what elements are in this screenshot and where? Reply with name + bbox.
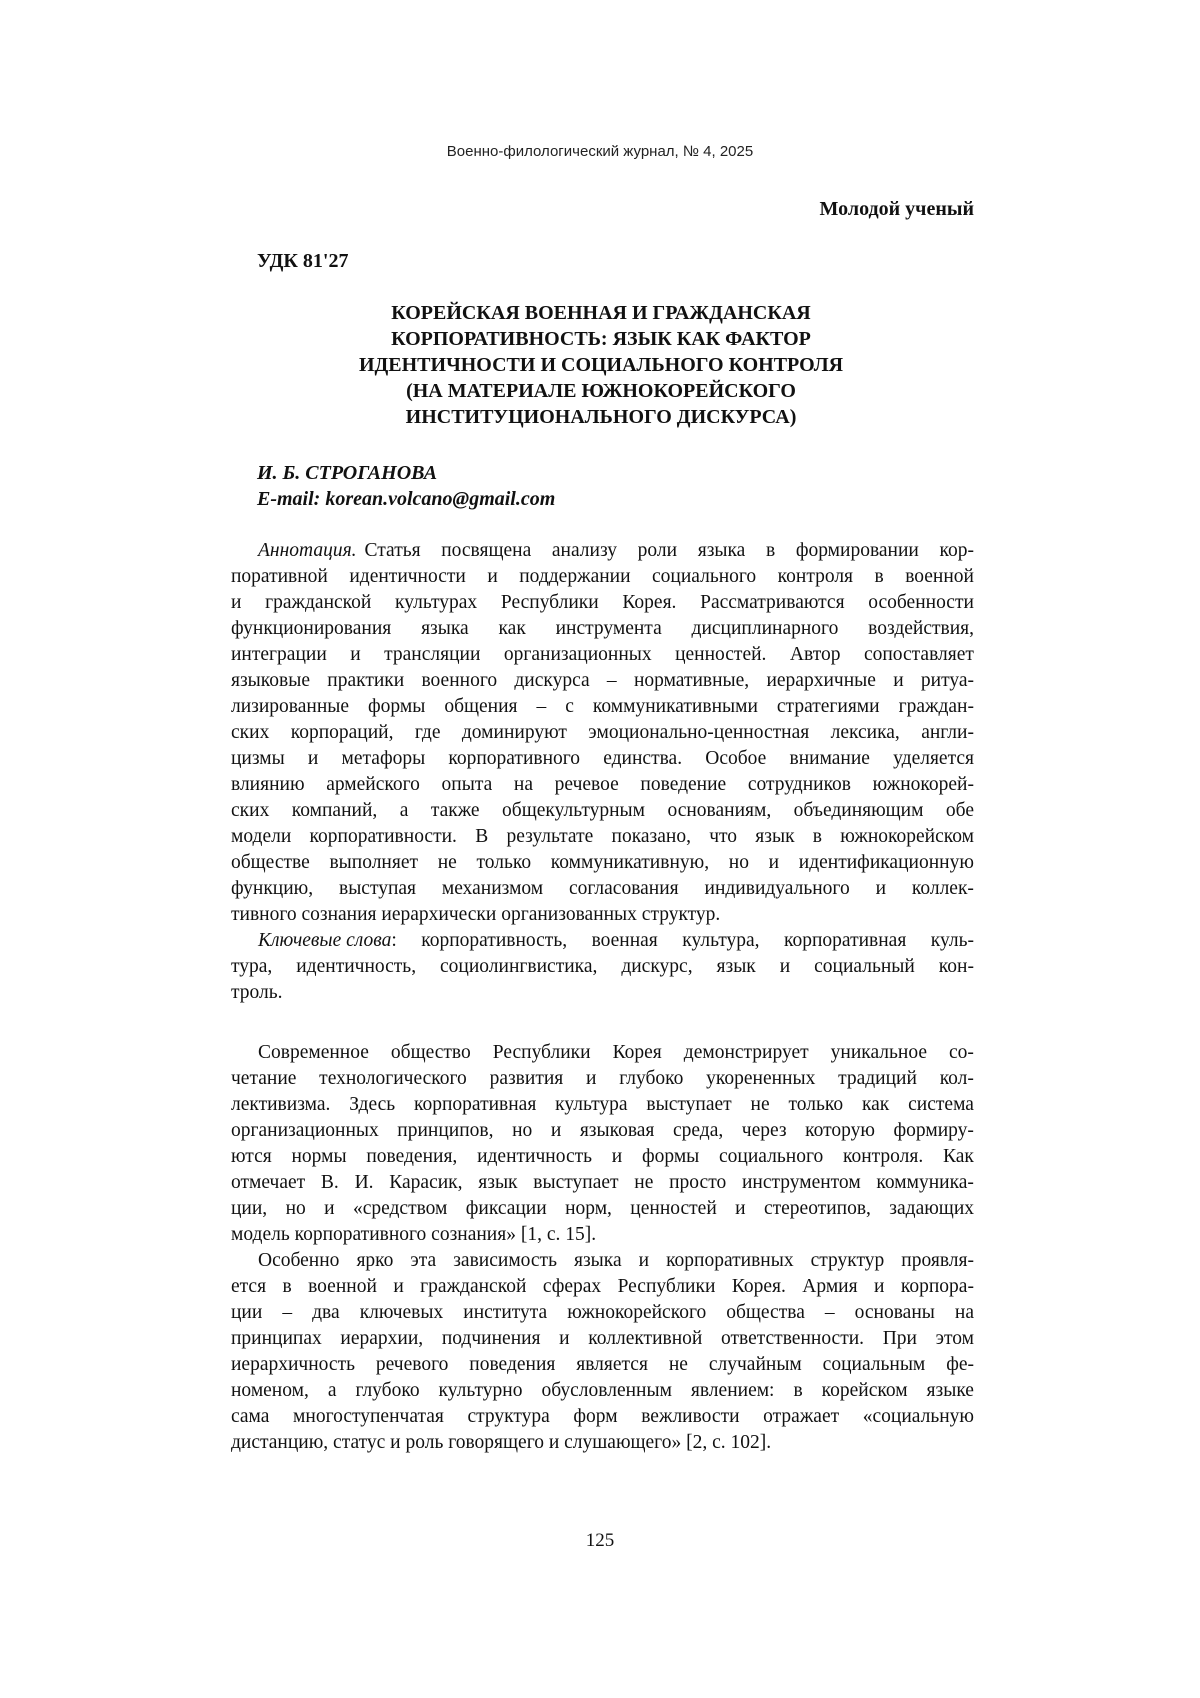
word: но <box>512 1120 533 1141</box>
word: ции, <box>231 1198 268 1219</box>
word: языка <box>421 618 469 639</box>
word: явлением: <box>690 1380 775 1401</box>
udc-code: УДК 81'27 <box>257 250 349 272</box>
word: языковые <box>231 670 310 691</box>
word: : <box>391 930 397 951</box>
word: – <box>282 1302 293 1323</box>
abstract-line <box>231 538 974 564</box>
section-label: Молодой ученый <box>819 198 974 220</box>
word: и <box>559 1328 570 1349</box>
word: опыта <box>441 774 493 795</box>
word: в <box>793 1380 803 1401</box>
word: дискурса <box>514 670 590 691</box>
word: выступая <box>338 878 417 899</box>
word: Автор <box>789 644 841 665</box>
word: нормативные, <box>633 670 750 691</box>
word: обусловленным <box>541 1380 672 1401</box>
word: отражает <box>763 1406 840 1427</box>
word: контроля. <box>842 1146 924 1167</box>
word: демонстрирует <box>683 1042 809 1063</box>
abstract-line <box>231 824 974 850</box>
author-name: И. Б. СТРОГАНОВА <box>257 462 438 484</box>
main-text <box>231 1040 974 1456</box>
word: технологического <box>319 1068 467 1089</box>
word: стереотипов, <box>763 1198 871 1219</box>
word: а <box>327 1380 337 1401</box>
word: внимание <box>789 748 870 769</box>
word: Республики <box>492 1042 591 1063</box>
word: и <box>893 670 904 691</box>
word: принципах <box>231 1328 322 1349</box>
word: инструмента <box>555 618 662 639</box>
word: посвящена <box>441 540 532 561</box>
word: компаний, <box>291 800 378 821</box>
word: общекультурным <box>502 800 646 821</box>
word: и <box>393 1276 404 1297</box>
word: зависимость <box>453 1250 557 1271</box>
abstract-line <box>231 564 974 590</box>
word: корпораций, <box>290 722 394 743</box>
word: иерархии, <box>340 1328 424 1349</box>
word: и <box>231 592 242 613</box>
word: и <box>638 1250 650 1271</box>
word: в <box>812 826 823 847</box>
word: согласования <box>569 878 679 899</box>
word: корпоративных <box>666 1250 794 1271</box>
paragraph-line <box>231 1248 974 1274</box>
word: кон- <box>938 956 974 977</box>
word: Карасик, <box>389 1172 463 1193</box>
word: в <box>765 540 776 561</box>
word: и <box>550 1120 562 1141</box>
word: И. <box>354 1172 374 1193</box>
word: цизмы <box>231 748 285 769</box>
keywords-line <box>231 928 974 954</box>
word: сама <box>231 1406 270 1427</box>
word: поративной <box>231 566 328 587</box>
word: корпоративного <box>448 748 581 769</box>
paragraph-line <box>231 1092 974 1118</box>
word: военной <box>308 1276 377 1297</box>
word: кол- <box>939 1068 974 1089</box>
word: организационных <box>503 644 652 665</box>
word: со- <box>949 1042 974 1063</box>
word: обе <box>945 800 974 821</box>
word: корпора- <box>900 1276 974 1297</box>
word: подчинения <box>441 1328 541 1349</box>
word: проявля- <box>901 1250 974 1271</box>
word: иерархичность <box>231 1354 355 1375</box>
word: дискурс, <box>621 956 693 977</box>
word: является <box>576 1354 648 1375</box>
word: ценностей <box>630 1198 717 1219</box>
word: не <box>668 1354 688 1375</box>
word: фиксации <box>465 1198 547 1219</box>
word: «социальную <box>862 1406 974 1427</box>
word: два <box>312 1302 340 1323</box>
word: роли <box>637 540 678 561</box>
word: не <box>634 1172 654 1193</box>
word: и <box>874 1276 885 1297</box>
word: кор- <box>939 540 974 561</box>
word: В. <box>320 1172 339 1193</box>
paragraph-line <box>231 1196 974 1222</box>
word: языковая <box>579 1120 655 1141</box>
paragraph-line <box>231 1066 974 1092</box>
word: сферах <box>542 1276 602 1297</box>
word: форм <box>573 1406 618 1427</box>
word: механизмом <box>441 878 544 899</box>
word: армейского <box>326 774 420 795</box>
word: культурно <box>438 1380 523 1401</box>
word: метафоры <box>341 748 426 769</box>
word: структура <box>467 1406 550 1427</box>
abstract-line <box>231 668 974 694</box>
word: укорененных <box>706 1068 816 1089</box>
word: и <box>735 1198 746 1219</box>
author-email: E-mail: korean.volcano@gmail.com <box>257 488 556 510</box>
paragraph-line <box>231 1352 974 1378</box>
word: и <box>779 956 791 977</box>
word: ских <box>231 722 270 743</box>
word: которую <box>805 1120 875 1141</box>
paragraph-line <box>231 1170 974 1196</box>
word: и <box>307 748 319 769</box>
word: поведения <box>469 1354 556 1375</box>
word: общество <box>390 1042 471 1063</box>
word: стратегиями <box>776 696 880 717</box>
title-line: ИДЕНТИЧНОСТИ И СОЦИАЛЬНОГО КОНТРОЛЯ <box>358 354 844 376</box>
word: – <box>824 1302 835 1323</box>
word: сопоставляет <box>863 644 974 665</box>
word: ских <box>231 800 270 821</box>
word: выполняет <box>329 852 419 873</box>
abstract-label: Аннотация. <box>258 540 357 561</box>
word: лексика, <box>830 722 900 743</box>
word: южнокорей- <box>872 774 974 795</box>
word: коммуникативную, <box>550 852 710 873</box>
word: язык <box>478 1172 518 1193</box>
paragraph-line <box>231 1404 974 1430</box>
word: общения <box>444 696 518 717</box>
word: Особенно <box>258 1250 340 1271</box>
keywords-line <box>231 954 974 980</box>
word: не <box>437 852 457 873</box>
word: многоступенчатая <box>293 1406 444 1427</box>
word: корпоративности. <box>309 826 457 847</box>
word: При <box>882 1328 917 1349</box>
word: также <box>430 800 480 821</box>
word: Особое <box>705 748 767 769</box>
word: четание <box>231 1068 297 1089</box>
word: дисциплинарного <box>691 618 839 639</box>
word: – <box>536 696 547 717</box>
word: анализу <box>551 540 618 561</box>
word: культурах <box>395 592 478 613</box>
word: языка <box>574 1250 622 1271</box>
abstract-line <box>231 772 974 798</box>
word: воздействия, <box>868 618 974 639</box>
word: система <box>908 1094 974 1115</box>
word: как <box>498 618 526 639</box>
word: социального <box>652 566 757 587</box>
word: и <box>586 1068 597 1089</box>
paragraph-line <box>231 1274 974 1300</box>
word: язык <box>716 956 756 977</box>
word: англи- <box>921 722 974 743</box>
word: структур <box>810 1250 885 1271</box>
word: речевое <box>554 774 619 795</box>
paragraph-line <box>231 1300 974 1326</box>
word: и <box>324 1198 335 1219</box>
abstract-line <box>231 850 974 876</box>
keywords-label: Ключевые слова <box>258 930 392 951</box>
word: принципов, <box>397 1120 494 1141</box>
word: общества <box>726 1302 805 1323</box>
word: военной <box>905 566 974 587</box>
word: среда, <box>672 1120 724 1141</box>
word: социолингвистика, <box>440 956 598 977</box>
word: организационных <box>231 1120 379 1141</box>
word: Корея. <box>622 592 677 613</box>
abstract-first-line <box>365 538 974 564</box>
word: инструментом <box>741 1172 861 1193</box>
word: Как <box>943 1146 974 1167</box>
word: практики <box>327 670 405 691</box>
word: военного <box>421 670 498 691</box>
word: контроля <box>777 566 854 587</box>
word: речевого <box>375 1354 449 1375</box>
word: культура, <box>682 930 760 951</box>
word: лективизма. <box>231 1094 331 1115</box>
word: формиру- <box>893 1120 974 1141</box>
word: глубоко <box>619 1068 684 1089</box>
abstract-line <box>231 616 974 642</box>
word: тура, <box>231 956 273 977</box>
word: поведение <box>640 774 727 795</box>
word: в <box>282 1276 292 1297</box>
word: и <box>875 878 886 899</box>
word: как <box>861 1094 890 1115</box>
word: ется <box>231 1276 267 1297</box>
word: Рассматриваются <box>700 592 845 613</box>
word: случайным <box>708 1354 802 1375</box>
word: язык <box>755 826 795 847</box>
word: южнокорейского <box>567 1302 707 1323</box>
word: глубоко <box>355 1380 420 1401</box>
word: ции <box>231 1302 263 1323</box>
word: культура <box>555 1094 628 1115</box>
word: Республики <box>617 1276 716 1297</box>
author-block <box>257 460 555 512</box>
word: корейском <box>821 1380 908 1401</box>
word: уделяется <box>893 748 974 769</box>
paragraph-line <box>231 1040 974 1066</box>
abstract-line <box>231 720 974 746</box>
paragraph-line <box>231 1326 974 1352</box>
paragraph-line <box>231 1144 974 1170</box>
article-title <box>255 300 947 430</box>
word: развития <box>489 1068 564 1089</box>
word: южнокорейском <box>840 826 974 847</box>
word: военная <box>591 930 658 951</box>
word: гражданской <box>420 1276 527 1297</box>
word: формы <box>368 696 426 717</box>
word: коллек- <box>911 878 974 899</box>
word: формы <box>641 1146 700 1167</box>
abstract-line: тивного сознания иерархически организованных структур. <box>231 904 721 925</box>
word: языке <box>926 1380 974 1401</box>
word: на <box>954 1302 974 1323</box>
word: основаниям, <box>667 800 772 821</box>
word: ценностей. <box>675 644 767 665</box>
word: идентификационную <box>798 852 974 873</box>
keywords-line: троль. <box>231 982 283 1003</box>
word: эмоционально-ценностная <box>588 722 810 743</box>
word: и <box>487 566 498 587</box>
word: Корея. <box>731 1276 786 1297</box>
word: где <box>414 722 441 743</box>
abstract-line <box>231 590 974 616</box>
word: через <box>741 1120 787 1141</box>
word: ответственности. <box>721 1328 865 1349</box>
title-line: ИНСТИТУЦИОНАЛЬНОГО ДИСКУРСА) <box>405 406 797 428</box>
running-header: Военно-филологический журнал, № 4, 2025 <box>446 143 754 160</box>
word: куль- <box>930 930 974 951</box>
keywords-first-line <box>391 928 974 954</box>
title-line: КОРЕЙСКАЯ ВОЕННАЯ И ГРАЖДАНСКАЯ <box>391 302 811 324</box>
word: выступает <box>646 1094 732 1115</box>
paragraph-line <box>231 1378 974 1404</box>
word: корпоративная <box>414 1094 537 1115</box>
word: Современное <box>258 1042 369 1063</box>
abstract-line <box>231 798 974 824</box>
word: выступает <box>533 1172 619 1193</box>
page-number: 125 <box>585 1530 615 1551</box>
abstract-line <box>231 642 974 668</box>
title-line: КОРПОРАТИВНОСТЬ: ЯЗЫК КАК ФАКТОР <box>391 328 811 350</box>
word: функционирования <box>231 618 392 639</box>
word: гражданской <box>265 592 372 613</box>
word: единства. <box>603 748 683 769</box>
word: сотрудников <box>747 774 852 795</box>
abstract-line <box>231 694 974 720</box>
word: и <box>611 1146 623 1167</box>
word: фе- <box>946 1354 974 1375</box>
title-line: (НА МАТЕРИАЛЕ ЮЖНОКОРЕЙСКОГО <box>406 380 796 402</box>
word: эта <box>410 1250 437 1271</box>
word: показано, <box>611 826 691 847</box>
word: основаны <box>854 1302 935 1323</box>
paragraph-line: модель корпоративного сознания» [1, с. 15]. <box>231 1224 597 1245</box>
word: граждан- <box>898 696 974 717</box>
word: а <box>399 800 409 821</box>
word: Статья <box>364 540 421 561</box>
word: этом <box>935 1328 974 1349</box>
word: корпоративность, <box>421 930 568 951</box>
word: задающих <box>889 1198 974 1219</box>
word: института <box>463 1302 548 1323</box>
abstract-section <box>231 538 974 1006</box>
word: только <box>788 1094 844 1115</box>
word: идентичности <box>349 566 466 587</box>
word: доминируют <box>461 722 567 743</box>
word: просто <box>669 1172 727 1193</box>
word: норм, <box>565 1198 612 1219</box>
word: ярко <box>356 1250 394 1271</box>
word: корпоративная <box>784 930 907 951</box>
paragraph-line: дистанцию, статус и роль говорящего и слушающего» [2, с. 102]. <box>231 1432 772 1453</box>
word: на <box>513 774 533 795</box>
word: формировании <box>795 540 919 561</box>
word: идентичность <box>477 1146 593 1167</box>
word: иерархичные <box>766 670 876 691</box>
word: социального <box>719 1146 824 1167</box>
word: и <box>350 644 361 665</box>
word: коллективной <box>588 1328 703 1349</box>
word: ются <box>231 1146 272 1167</box>
word: коммуникативными <box>592 696 758 717</box>
word: Корея <box>612 1042 662 1063</box>
word: индивидуального <box>704 878 850 899</box>
word: не <box>750 1094 770 1115</box>
word: интеграции <box>231 644 327 665</box>
word: лизированные <box>231 696 350 717</box>
word: идентичность, <box>296 956 417 977</box>
word: социальным <box>822 1354 926 1375</box>
word: только <box>476 852 532 873</box>
word: Республики <box>500 592 599 613</box>
word: функцию, <box>231 878 314 899</box>
word: ритуа- <box>920 670 974 691</box>
word: В <box>475 826 489 847</box>
abstract-line <box>231 876 974 902</box>
word: что <box>709 826 738 847</box>
word: объединяющим <box>793 800 924 821</box>
word: поддержании <box>519 566 631 587</box>
word: но <box>285 1198 306 1219</box>
word: результате <box>506 826 594 847</box>
paragraph-line <box>231 1118 974 1144</box>
word: особенности <box>868 592 974 613</box>
word: ключевых <box>359 1302 444 1323</box>
word: традиций <box>838 1068 917 1089</box>
abstract-line <box>231 746 974 772</box>
word: отмечает <box>231 1172 306 1193</box>
word: номеном, <box>231 1380 309 1401</box>
word: языка <box>697 540 746 561</box>
word: модели <box>231 826 292 847</box>
word: обществе <box>231 852 310 873</box>
word: и <box>768 852 780 873</box>
word: уникальное <box>830 1042 928 1063</box>
word: Здесь <box>349 1094 396 1115</box>
word: влиянию <box>231 774 305 795</box>
word: но <box>728 852 749 873</box>
word: нормы <box>291 1146 347 1167</box>
word: коммуника- <box>876 1172 974 1193</box>
word: вежливости <box>641 1406 740 1427</box>
word: Армия <box>802 1276 858 1297</box>
word: с <box>565 696 574 717</box>
word: «средством <box>352 1198 448 1219</box>
word: поведения, <box>366 1146 458 1167</box>
word: социальный <box>814 956 915 977</box>
word: – <box>606 670 617 691</box>
word: трансляции <box>384 644 481 665</box>
word: в <box>874 566 884 587</box>
